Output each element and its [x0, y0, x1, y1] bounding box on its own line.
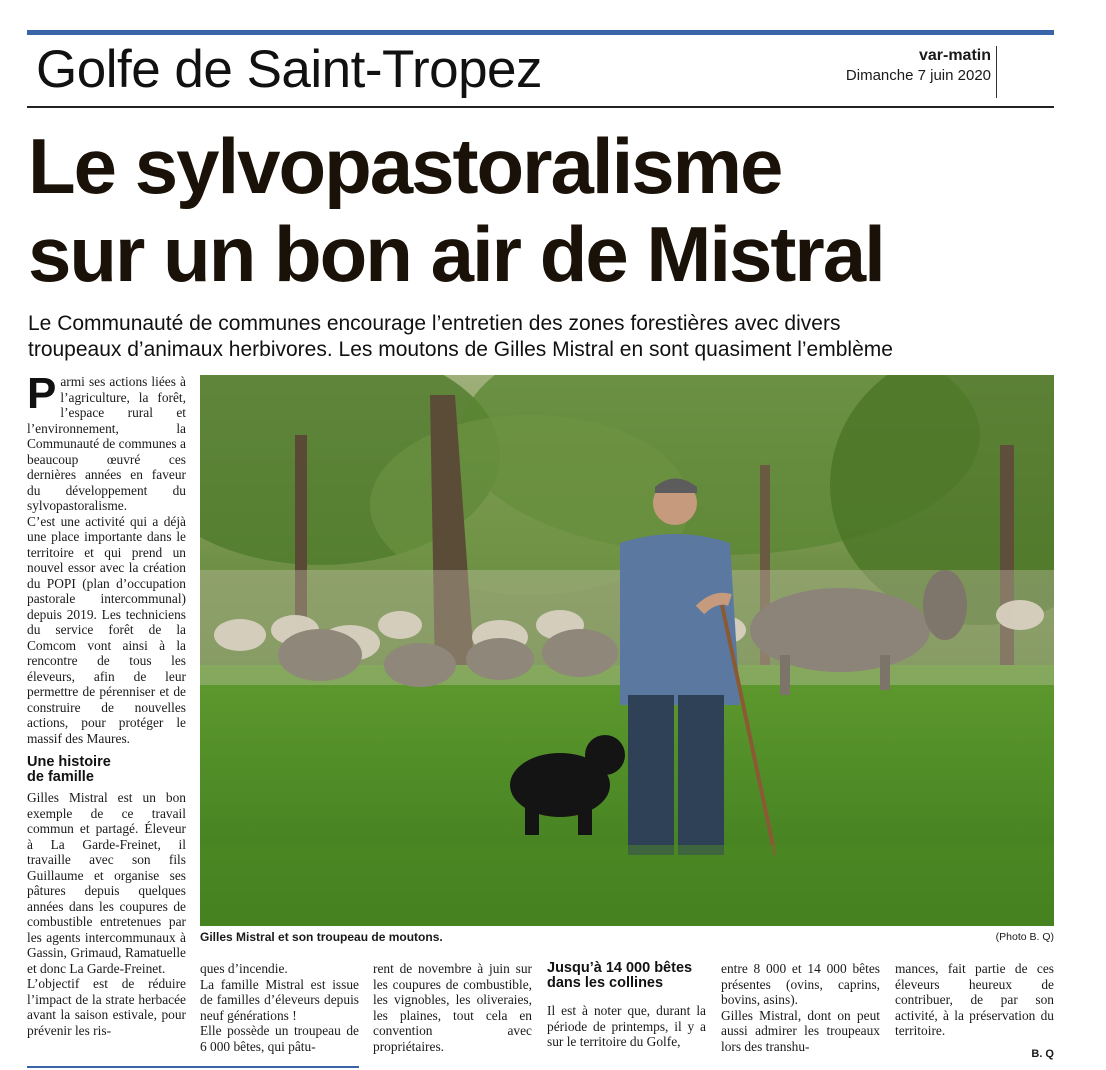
top-accent-bar: [27, 30, 1054, 35]
shepherd-photo-illustration: [200, 375, 1054, 926]
publication-date: Dimanche 7 juin 2020: [845, 67, 991, 84]
article-column-1: [27, 369, 186, 1038]
headline-line-1: Le sylvopastoralisme: [28, 122, 782, 210]
photo-caption-bar: [200, 930, 1054, 944]
masthead: [846, 46, 991, 86]
paragraph-1: [27, 369, 186, 514]
article-column-4: [547, 961, 706, 1050]
subheading-hills: [547, 961, 706, 991]
publication-name: var-matin: [918, 47, 991, 64]
article-column-2: [200, 961, 359, 1054]
photo-credit: (Photo B. Q): [995, 931, 1054, 943]
col2-text-a: ques d’incendie.: [200, 961, 288, 976]
article-column-6: [895, 961, 1054, 1062]
col5-text-b: Gilles Mistral, dont on peut aussi admirer les troupeaux lors des transhu-: [721, 1007, 880, 1054]
col6-text-a: mances, fait partie de ces éleveurs heureux de contribuer, de par son activité, à la préservation du territoire.: [895, 961, 1054, 1038]
subheading-hills-line-2: dans les collines: [547, 975, 664, 991]
headline-line-2: sur un bon air de Mistral: [28, 210, 884, 298]
paragraph-2: C’est une activité qui a déjà une place importante dans le territoire et qui prend un nouvel essor avec la création du POPI (plan d’occupation pastorale intercommunal) depuis 2019. Les techniciens du service forêt de la Comcom vont ainsi à la rencontre de tous les éleveurs, afin de leur permettre de pérenniser et de construire de nouvelles actions, pour protéger le massif des Maures.: [27, 513, 186, 746]
article-photo: [200, 375, 1054, 926]
standfirst-line-2: troupeaux d’animaux herbivores. Les moutons de Gilles Mistral en sont quasiment l’emblème: [28, 338, 893, 361]
col3-text-a: rent de novembre à juin sur les coupures de combustible, les vignobles, les oliveraies, les plaines, tout cela en convention avec propriétaires.: [373, 961, 532, 1054]
col2-text-b: La famille Mistral est issue de familles d’éleveurs depuis neuf générations !: [200, 976, 359, 1023]
col2-text-c: Elle possède un troupeau de 6 000 bêtes, qui pâtu-: [200, 1023, 359, 1054]
photo-caption: Gilles Mistral et son troupeau de moutons.: [200, 930, 443, 944]
author-signature: B. Q: [1031, 1047, 1054, 1060]
dropcap: P: [27, 369, 57, 418]
header-rule: [27, 106, 1054, 108]
article-column-3: [373, 961, 532, 1054]
col5-text-a: entre 8 000 et 14 000 bêtes présentes (ovins, caprins, bovins, asins).: [721, 961, 880, 1007]
subheading-family-line-2: de famille: [27, 769, 94, 785]
paragraph-3: Gilles Mistral est un bon exemple de ce travail commun et partagé. Éleveur à La Garde-Freinet, il travaille avec son fils Guillaume et organise ses pâtures depuis quelques années dans les coupures de combustible entretenues par les agents intercommunaux à Gassin, Grimaud, Ramatuelle et donc La Garde-Freinet.: [27, 790, 186, 976]
article-column-5: [721, 961, 880, 1054]
subheading-family-line-1: Une histoire: [27, 754, 111, 770]
standfirst-line-1: Le Communauté de communes encourage l’entretien des zones forestières avec divers: [28, 312, 841, 335]
paragraph-1-text: armi ses actions liées à l’agriculture, la forêt, l’espace rural et l’environnement, la Communauté de communes a beaucoup œuvré ces dernières années en faveur du développement du sylvopastoralisme.: [27, 374, 186, 513]
bottom-accent-rule: [27, 1066, 359, 1068]
article-standfirst: [28, 311, 1058, 363]
article-headline: [28, 122, 1068, 298]
col4-text-a: Il est à noter que, durant la période de printemps, il y a sur le territoire du Golfe,: [547, 1003, 706, 1049]
subheading-family: [27, 755, 186, 785]
masthead-divider: [996, 46, 997, 98]
section-rubric: Golfe de Saint-Tropez: [36, 40, 543, 99]
subheading-hills-line-1: Jusqu’à 14 000 bêtes: [547, 960, 693, 976]
paragraph-4: L’objectif est de réduire l’impact de la strate herbacée avant la saison estivale, pour prévenir les ris-: [27, 976, 186, 1038]
